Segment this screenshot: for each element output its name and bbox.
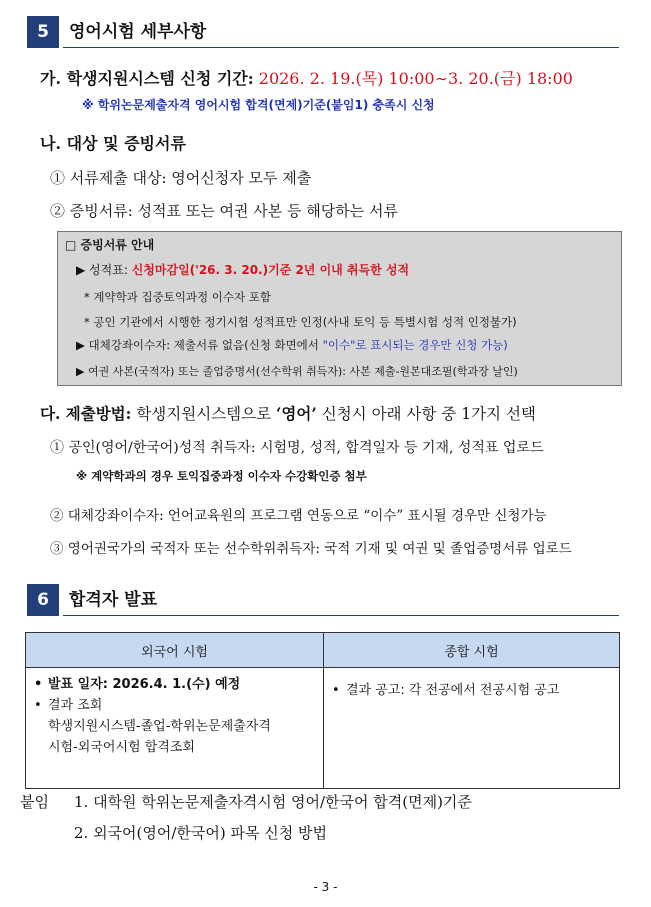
result-notice: • 결과 공고: 각 전공에서 전공시험 공고 [332, 680, 611, 701]
section-6-header [27, 584, 619, 616]
col-header-comprehensive: 종합 시험 [324, 633, 620, 668]
na-item-2: ② 증빙서류: 성적표 또는 여권 사본 등 해당하는 서류 [50, 202, 399, 220]
result-path-1: 학생지원시스템-졸업-학위논문제출자격 [48, 719, 271, 734]
comprehensive-exam-cell [324, 668, 620, 789]
col-header-foreign: 외국어 시험 [26, 633, 324, 668]
box-line-5: ▶ 여권 사본(국적자) 또는 졸업증명서(선수학위 취득자): 사본 제출-원본대조필(학과장 날인) [76, 365, 518, 378]
section-rule [63, 47, 619, 48]
page-number: - 3 - [313, 880, 338, 894]
section-title: 영어시험 세부사항 [69, 22, 207, 42]
da-item-1-note: ※ 계약학과의 경우 토익집중과정 이수자 수강확인증 첨부 [76, 469, 367, 483]
section-title: 합격자 발표 [69, 590, 158, 610]
result-check: • 결과 조회 [34, 695, 315, 716]
results-table [25, 632, 620, 789]
attachment-2: 2. 외국어(영어/한국어) 파목 신청 방법 [74, 824, 328, 842]
box-line-3: * 공인 기관에서 시행한 정기시험 성적표만 인정(사내 토익 등 특별시험 성적 인정불가) [84, 315, 517, 329]
ga-label: 가. 학생지원시스템 신청 기간: [40, 69, 254, 88]
ga-line [40, 66, 573, 89]
ga-note: ※ 학위논문제출자격 영어시험 합격(면제)기준(붙임1) 충족시 신청 [82, 98, 435, 112]
section-rule [63, 615, 619, 616]
foreign-exam-cell [26, 668, 324, 789]
attachment-1: 1. 대학원 학위논문제출자격시험 영어/한국어 합격(면제)기준 [74, 793, 472, 811]
da-line: 다. 제출방법: 학생지원시스템으로 ‘영어’ 신청시 아래 사항 중 1가지 선택 [40, 404, 536, 423]
box-line-4: ▶ 대체강좌이수자: 제출서류 없음(신청 화면에서 "이수"로 표시되는 경우만 신청 가능) [76, 338, 508, 352]
na-item-1: ① 서류제출 대상: 영어신청자 모두 제출 [50, 169, 312, 187]
attachments-label: 붙임 [20, 793, 49, 811]
section-number: 5 [27, 16, 59, 48]
box-line-1: ▶ 성적표: 신청마감일('26. 3. 20.)기준 2년 이내 취득한 성적 [76, 263, 410, 277]
section-5-header [27, 16, 619, 48]
section-number: 6 [27, 584, 59, 616]
announce-date: • 발표 일자: 2026.4. 1.(수) 예정 [34, 674, 315, 695]
da-item-3: ③ 영어권국가의 국적자 또는 선수학위취득자: 국적 기재 및 여권 및 졸업증명서류 업로드 [50, 541, 572, 557]
box-title: □ 증빙서류 안내 [65, 238, 155, 252]
box-line-2: * 계약학과 집중토익과정 이수자 포함 [84, 290, 272, 304]
ga-period: 2026. 2. 19.(목) 10:00∼3. 20.(금) 18:00 [258, 69, 573, 88]
na-label: 나. 대상 및 증빙서류 [40, 134, 186, 153]
evidence-info-box [57, 231, 622, 386]
da-item-2: ② 대체강좌이수자: 언어교육원의 프로그램 연동으로 “이수” 표시될 경우만 신청가능 [50, 508, 547, 524]
result-path-2: 시험-외국어시험 합격조회 [48, 740, 195, 755]
da-item-1: ① 공인(영어/한국어)성적 취득자: 시험명, 성적, 합격일자 등 기재, 성적표 업로드 [50, 440, 544, 456]
